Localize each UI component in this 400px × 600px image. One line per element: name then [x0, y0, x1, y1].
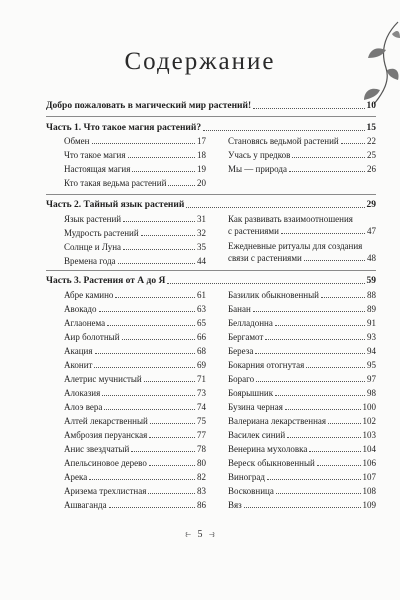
leader-dots: [317, 465, 361, 466]
toc-entry-page: 61: [197, 290, 206, 300]
toc-entry-label: Банан: [228, 304, 251, 314]
toc-entry-label: Боярышник: [228, 388, 274, 398]
toc-entry-page: 88: [367, 290, 376, 300]
toc-entry[interactable]: [228, 457, 376, 469]
leader-dots: [321, 297, 365, 298]
toc-entry-label: Бораго: [228, 374, 255, 384]
toc-entry-page: 106: [362, 458, 376, 468]
leader-dots: [186, 207, 364, 208]
toc-intro-page: 10: [366, 101, 376, 111]
toc-entry-label: Восковница: [228, 486, 274, 496]
toc-entry[interactable]: Что такое магия 18: [64, 150, 206, 160]
toc-entry[interactable]: [64, 303, 206, 315]
toc-entry[interactable]: [228, 331, 376, 343]
leader-dots: [285, 409, 361, 410]
toc-entry-page: 69: [197, 360, 206, 370]
toc-entry-label: Аризема трехлистная: [64, 486, 147, 496]
toc-part-2-label: Часть 2. Тайный язык растений: [46, 200, 185, 210]
leader-dots: [167, 283, 364, 284]
toc-entry-page: 86: [197, 500, 206, 510]
leader-dots: [267, 479, 361, 480]
divider: [46, 270, 376, 271]
toc-entry[interactable]: [64, 485, 206, 497]
toc-entry[interactable]: [228, 289, 376, 301]
toc-part-1-label: Часть 1. Что такое магия растений?: [46, 123, 202, 133]
leader-dots: [95, 353, 195, 354]
leader-dots: [275, 325, 365, 326]
toc-entry[interactable]: [64, 373, 206, 385]
toc-entry[interactable]: [228, 387, 376, 399]
toc-entry-page: 100: [362, 402, 376, 412]
leader-dots: [306, 367, 365, 368]
toc-entry[interactable]: [64, 401, 206, 413]
toc-entry[interactable]: [228, 317, 376, 329]
toc-entry-label: Алтей лекарственный: [64, 416, 148, 426]
leader-dots: [253, 108, 364, 109]
leader-dots: [115, 297, 195, 298]
toc-entry-label: Абре камино: [64, 290, 114, 300]
leader-dots: [102, 395, 195, 396]
toc-entry-page: 98: [367, 388, 376, 398]
toc-entry[interactable]: Мудрость растений 32: [64, 228, 206, 238]
toc-entry[interactable]: [64, 499, 206, 511]
toc-entry-page: 78: [197, 444, 206, 454]
toc-entry-label: Апельсиновое дерево: [64, 458, 147, 468]
toc-entry[interactable]: [64, 429, 206, 441]
toc-entry-page: 104: [362, 444, 376, 454]
toc-entry-page: 77: [197, 430, 206, 440]
toc-entry-page: 65: [197, 318, 206, 328]
toc-entry-page: 75: [197, 416, 206, 426]
leader-dots: [309, 451, 360, 452]
toc-entry-label: Акация: [64, 346, 93, 356]
page-footer: [0, 529, 400, 540]
toc-entry-line1[interactable]: Ежедневные ритуалы для создания: [228, 241, 363, 251]
leader-dots: [94, 367, 195, 368]
leader-dots: [149, 437, 195, 438]
toc-entry-page: 73: [197, 388, 206, 398]
toc-entry-label: Бокарния отогнутая: [228, 360, 305, 370]
leader-dots: [328, 423, 360, 424]
leader-dots: [122, 339, 195, 340]
toc-part-2[interactable]: [46, 199, 376, 211]
toc-entry[interactable]: [64, 443, 206, 455]
toc-entry[interactable]: [64, 331, 206, 343]
toc-entry-label: Базилик обыкновенный: [228, 290, 319, 300]
toc-entry[interactable]: [64, 387, 206, 399]
toc-part-1-page: 15: [366, 123, 376, 133]
toc-part-2-page: 29: [366, 200, 376, 210]
leader-dots: [150, 423, 195, 424]
toc-entry-page: 82: [197, 472, 206, 482]
toc-entry-page: 107: [362, 472, 376, 482]
toc-entry[interactable]: [64, 457, 206, 469]
toc-entry[interactable]: Обмен 17: [64, 136, 206, 146]
toc-entry-label: Бузина черная: [228, 402, 283, 412]
toc-entry-label: Береза: [228, 346, 254, 356]
toc-entry[interactable]: [228, 345, 376, 357]
leader-dots: [104, 409, 195, 410]
toc-entry[interactable]: [228, 499, 376, 511]
toc-entry-label: Белладонна: [228, 318, 273, 328]
toc-entry-page: 83: [197, 486, 206, 496]
leader-dots: [144, 381, 195, 382]
toc-entry[interactable]: [228, 359, 376, 371]
leader-dots: [275, 395, 365, 396]
leader-dots: [203, 130, 364, 131]
toc-entry-label: Валериана лекарственная: [228, 416, 327, 426]
leader-dots: [149, 465, 195, 466]
toc-entry[interactable]: [228, 303, 376, 315]
toc-entry-line1[interactable]: Как развивать взаимоотношения: [228, 214, 353, 224]
toc-entry-page: 89: [367, 304, 376, 314]
toc-entry-label: Аконит: [64, 360, 93, 370]
toc-entry[interactable]: [228, 471, 376, 483]
leader-dots: [287, 437, 360, 438]
toc-entry[interactable]: Настоящая магия 19: [64, 164, 206, 174]
toc-entry[interactable]: [64, 345, 206, 357]
toc-entry-page: 97: [367, 374, 376, 384]
toc-entry[interactable]: [64, 317, 206, 329]
toc-part-3-page: 59: [366, 276, 376, 286]
toc-entry[interactable]: [228, 373, 376, 385]
toc-entry-label: Алоэ вера: [64, 402, 103, 412]
toc-entry[interactable]: Времена года 44: [64, 256, 206, 266]
toc-part-1[interactable]: [46, 122, 376, 134]
toc-entry[interactable]: Становясь ведьмой растений 22: [228, 136, 376, 146]
leader-dots: [276, 493, 361, 494]
leader-dots: [148, 493, 195, 494]
toc-entry[interactable]: [228, 443, 376, 455]
toc-entry-page: 68: [197, 346, 206, 356]
toc-entry-page: 74: [197, 402, 206, 412]
toc-entry-page: 66: [197, 332, 206, 342]
toc-entry[interactable]: Язык растений 31: [64, 214, 206, 224]
toc-entry-label: Авокадо: [64, 304, 97, 314]
toc-entry[interactable]: [64, 415, 206, 427]
toc-entry-page: 91: [367, 318, 376, 328]
toc-entry[interactable]: [64, 289, 206, 301]
toc-entry-page: 109: [362, 500, 376, 510]
toc-entry-label: Анис звездчатый: [64, 444, 130, 454]
ornament-right-icon: ⥽: [209, 529, 215, 540]
toc-part-3-label: Часть 3. Растения от А до Я: [46, 276, 166, 286]
leader-dots: [255, 353, 365, 354]
page-title: Содержание: [124, 48, 276, 75]
toc-entry-label: Алоказия: [64, 388, 101, 398]
toc-entry-page: 94: [367, 346, 376, 356]
toc-entry[interactable]: [64, 359, 206, 371]
toc-intro[interactable]: [46, 100, 376, 112]
leader-dots: [253, 311, 365, 312]
leader-dots: [109, 507, 195, 508]
toc-entry-label: Виноград: [228, 472, 265, 482]
toc-entry[interactable]: [228, 485, 376, 497]
page-number: 5: [197, 529, 203, 540]
leader-dots: [131, 451, 195, 452]
divider: [46, 116, 376, 117]
toc-entry-label: Василек синий: [228, 430, 286, 440]
toc-entry-page: 95: [367, 360, 376, 370]
toc-entry-label: Вяз: [228, 500, 242, 510]
toc-entry-page: 108: [362, 486, 376, 496]
toc-entry-label: Аглаонема: [64, 318, 106, 328]
toc-entry-page: 103: [362, 430, 376, 440]
toc-entry-page: 102: [362, 416, 376, 426]
toc-entry-label: Аир болотный: [64, 332, 120, 342]
toc-entry[interactable]: Кто такая ведьма растений 20: [64, 178, 206, 188]
toc-entry-label: Вереск обыкновенный: [228, 458, 315, 468]
toc-entry[interactable]: Учась у предков 25: [228, 150, 376, 160]
leader-dots: [244, 507, 361, 508]
toc-entry-label: Арека: [64, 472, 88, 482]
toc-entry-page: 93: [367, 332, 376, 342]
toc-entry[interactable]: [228, 415, 376, 427]
toc-entry[interactable]: с растениями 47: [228, 226, 376, 236]
toc-entry[interactable]: связи с растениями 48: [228, 253, 376, 263]
leader-dots: [89, 479, 195, 480]
leader-dots: [99, 311, 196, 312]
leader-dots: [107, 325, 195, 326]
leader-dots: [256, 381, 365, 382]
toc-entry-label: Венерина мухоловка: [228, 444, 308, 454]
leader-dots: [265, 339, 365, 340]
toc-entry-label: Амброзия перуанская: [64, 430, 148, 440]
toc-entry[interactable]: [64, 471, 206, 483]
divider: [46, 194, 376, 195]
ornament-left-icon: ⥼: [185, 529, 191, 540]
toc-entry[interactable]: [228, 401, 376, 413]
toc-entry-label: Ашваганда: [64, 500, 107, 510]
toc-entry-page: 71: [197, 374, 206, 384]
toc-entry-page: 63: [197, 304, 206, 314]
toc-entry[interactable]: [228, 429, 376, 441]
toc-entry-label: Алетрис мучнистый: [64, 374, 142, 384]
toc-part-3[interactable]: [46, 275, 376, 287]
toc-entry-page: 80: [197, 458, 206, 468]
toc-intro-label: Добро пожаловать в магический мир растений!: [46, 101, 252, 111]
toc-entry[interactable]: Солнце и Луна 35: [64, 242, 206, 252]
toc-entry[interactable]: Мы — природа 26: [228, 164, 376, 174]
toc-entry-label: Бергамот: [228, 332, 264, 342]
